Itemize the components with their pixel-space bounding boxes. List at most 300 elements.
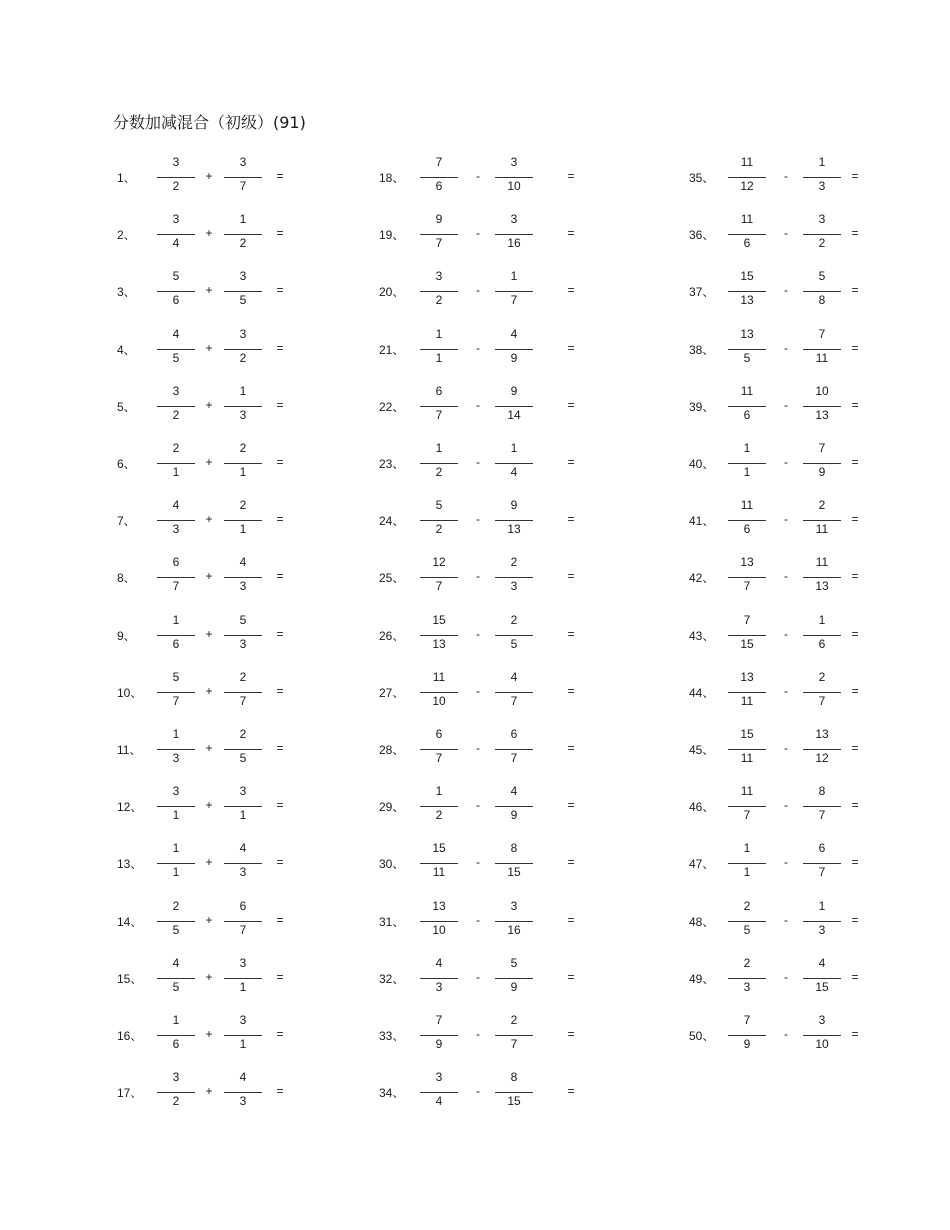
second-numerator: 1 [818, 612, 826, 627]
first-denominator: 1 [743, 865, 751, 880]
second-numerator: 3 [239, 955, 247, 970]
problem-number: 39、 [689, 399, 715, 414]
equals-sign: = [851, 283, 859, 298]
fraction-bar [803, 520, 841, 521]
second-numerator: 3 [510, 898, 518, 913]
equals-sign: = [567, 226, 575, 241]
fraction-bar [803, 177, 841, 178]
operator-sign: - [784, 226, 788, 241]
operator-sign: - [784, 340, 788, 355]
second-denominator: 10 [507, 179, 521, 193]
operator-sign: - [476, 455, 480, 469]
operator-sign: - [784, 455, 788, 469]
first-numerator: 5 [172, 669, 180, 684]
second-denominator: 7 [510, 1037, 518, 1051]
problem-number: 16、 [117, 1029, 143, 1043]
second-numerator: 1 [818, 898, 826, 913]
first-fraction [728, 783, 766, 831]
second-fraction [803, 383, 841, 431]
second-denominator: 7 [510, 693, 518, 708]
second-denominator: 13 [815, 579, 829, 594]
second-fraction [803, 268, 841, 316]
problem-item [0, 440, 950, 488]
second-denominator: 7 [510, 293, 518, 308]
second-denominator: 13 [815, 407, 829, 422]
second-denominator: 9 [510, 350, 518, 365]
first-denominator: 6 [172, 636, 180, 651]
first-denominator: 9 [743, 1037, 751, 1051]
operator-sign: + [205, 1084, 213, 1099]
second-numerator: 9 [510, 498, 518, 513]
second-denominator: 6 [818, 636, 826, 651]
second-denominator: 9 [510, 808, 518, 823]
first-numerator: 7 [743, 1013, 751, 1027]
problem-number: 37、 [689, 285, 715, 300]
equals-sign: = [851, 855, 859, 870]
first-denominator: 4 [172, 236, 180, 251]
first-numerator: 15 [432, 841, 446, 856]
first-fraction [728, 268, 766, 316]
second-denominator: 11 [815, 350, 829, 365]
operator-sign: - [784, 512, 788, 527]
operator-sign: - [784, 626, 788, 641]
problem-item [0, 154, 950, 202]
first-fraction [728, 840, 766, 888]
problem-item [0, 955, 950, 1003]
equals-sign: = [851, 226, 859, 241]
operator-sign: - [476, 226, 480, 241]
operator-sign: - [784, 283, 788, 298]
operator-sign: - [476, 569, 480, 584]
first-numerator: 7 [743, 612, 751, 627]
first-numerator: 13 [740, 555, 754, 570]
second-fraction [803, 326, 841, 374]
problem-item [0, 898, 950, 946]
operator-sign: + [205, 283, 213, 298]
equals-sign: = [567, 512, 575, 527]
first-numerator: 3 [172, 155, 180, 169]
second-denominator: 9 [510, 979, 518, 994]
equals-sign: = [567, 169, 575, 183]
second-numerator: 6 [239, 898, 247, 913]
equals-sign: = [851, 512, 859, 527]
first-denominator: 7 [743, 808, 751, 823]
first-denominator: 7 [172, 579, 180, 594]
first-numerator: 1 [172, 612, 180, 627]
first-numerator: 1 [172, 1013, 180, 1027]
first-denominator: 6 [743, 236, 751, 251]
first-numerator: 1 [435, 326, 443, 341]
second-fraction [803, 154, 841, 202]
problem-number: 46、 [689, 800, 715, 815]
first-numerator: 4 [172, 326, 180, 341]
operator-sign: - [784, 969, 788, 984]
second-denominator: 5 [510, 636, 518, 651]
first-denominator: 7 [435, 751, 443, 765]
second-numerator: 2 [818, 669, 826, 684]
first-numerator: 11 [432, 669, 446, 684]
second-numerator: 11 [815, 555, 829, 570]
problem-item [0, 497, 950, 545]
operator-sign: + [205, 683, 213, 698]
first-numerator: 1 [435, 784, 443, 799]
second-denominator: 7 [818, 693, 826, 708]
first-fraction [728, 898, 766, 946]
first-denominator: 7 [435, 407, 443, 422]
problem-number: 2、 [117, 228, 136, 243]
problem-number: 25、 [379, 571, 405, 586]
problem-number: 9、 [117, 628, 136, 643]
first-numerator: 13 [740, 326, 754, 341]
second-numerator: 2 [818, 498, 826, 513]
equals-sign: = [276, 1084, 284, 1099]
operator-sign: + [205, 798, 213, 813]
operator-sign: + [205, 397, 213, 412]
problem-number: 42、 [689, 571, 715, 586]
problem-number: 24、 [379, 514, 405, 529]
second-numerator: 3 [818, 1013, 826, 1027]
problem-number: 32、 [379, 971, 405, 986]
first-denominator: 13 [740, 293, 754, 308]
first-numerator: 6 [435, 727, 443, 741]
operator-sign: - [784, 855, 788, 870]
problem-item [0, 1012, 950, 1060]
second-denominator: 1 [239, 979, 247, 994]
operator-sign: + [205, 226, 213, 241]
fraction-bar [803, 406, 841, 407]
equals-sign: = [276, 626, 284, 641]
first-denominator: 2 [435, 808, 443, 823]
equals-sign: = [851, 626, 859, 641]
fraction-bar [728, 921, 766, 922]
equals-sign: = [567, 969, 575, 984]
equals-sign: = [567, 855, 575, 870]
first-numerator: 11 [740, 784, 754, 799]
first-numerator: 7 [435, 1013, 443, 1027]
problem-item [0, 612, 950, 660]
problem-number: 6、 [117, 457, 136, 471]
second-numerator: 3 [510, 212, 518, 227]
equals-sign: = [567, 912, 575, 927]
problem-number: 35、 [689, 171, 715, 185]
fraction-bar [728, 749, 766, 750]
operator-sign: + [205, 1027, 213, 1041]
equals-sign: = [567, 741, 575, 755]
second-fraction [803, 955, 841, 1003]
second-denominator: 1 [239, 522, 247, 537]
second-numerator: 1 [239, 212, 247, 227]
second-denominator: 16 [507, 922, 521, 937]
problem-number: 3、 [117, 285, 136, 300]
problem-item [0, 554, 950, 602]
first-numerator: 5 [172, 269, 180, 284]
fraction-bar [495, 1092, 533, 1093]
second-numerator: 3 [239, 1013, 247, 1027]
first-denominator: 15 [740, 636, 754, 651]
first-fraction [728, 612, 766, 660]
first-denominator: 7 [435, 236, 443, 251]
problem-number: 29、 [379, 800, 405, 815]
second-numerator: 4 [510, 669, 518, 684]
first-numerator: 3 [435, 269, 443, 284]
fraction-bar [728, 349, 766, 350]
problem-number: 38、 [689, 342, 715, 357]
second-numerator: 4 [510, 784, 518, 799]
problem-number: 15、 [117, 971, 143, 986]
fraction-bar [728, 406, 766, 407]
first-fraction [728, 326, 766, 374]
first-numerator: 2 [172, 441, 180, 455]
second-numerator: 5 [510, 955, 518, 970]
equals-sign: = [276, 683, 284, 698]
first-denominator: 11 [432, 865, 446, 880]
equals-sign: = [276, 569, 284, 584]
first-numerator: 2 [743, 898, 751, 913]
first-numerator: 1 [172, 841, 180, 856]
second-numerator: 3 [510, 155, 518, 169]
first-numerator: 6 [172, 555, 180, 570]
equals-sign: = [276, 226, 284, 241]
first-numerator: 3 [172, 784, 180, 799]
operator-sign: - [476, 397, 480, 412]
equals-sign: = [851, 340, 859, 355]
problem-number: 21、 [379, 342, 405, 357]
second-denominator: 3 [239, 865, 247, 880]
problem-number: 14、 [117, 914, 143, 929]
second-denominator: 7 [818, 865, 826, 880]
problem-item [0, 326, 950, 374]
first-numerator: 3 [172, 212, 180, 227]
operator-sign: - [784, 798, 788, 813]
first-denominator: 11 [740, 751, 754, 765]
first-fraction [420, 1069, 458, 1117]
second-denominator: 3 [818, 922, 826, 937]
second-numerator: 10 [815, 383, 829, 398]
fraction-bar [728, 806, 766, 807]
equals-sign: = [851, 798, 859, 813]
second-numerator: 1 [818, 155, 826, 169]
equals-sign: = [276, 169, 284, 183]
second-denominator: 4 [510, 465, 518, 479]
first-numerator: 11 [740, 383, 754, 398]
problem-item [0, 268, 950, 316]
operator-sign: - [476, 626, 480, 641]
first-numerator: 3 [172, 1070, 180, 1085]
equals-sign: = [276, 340, 284, 355]
operator-sign: - [476, 683, 480, 698]
fraction-bar [728, 863, 766, 864]
first-fraction [728, 154, 766, 202]
equals-sign: = [567, 626, 575, 641]
equals-sign: = [851, 1027, 859, 1041]
problem-number: 22、 [379, 399, 405, 414]
first-denominator: 1 [172, 465, 180, 479]
second-denominator: 15 [815, 979, 829, 994]
second-fraction [803, 1012, 841, 1060]
first-denominator: 2 [172, 1094, 180, 1109]
first-numerator: 11 [740, 155, 754, 169]
second-fraction [803, 840, 841, 888]
operator-sign: - [476, 169, 480, 183]
second-denominator: 8 [818, 293, 826, 308]
second-numerator: 3 [239, 326, 247, 341]
problem-number: 28、 [379, 743, 405, 757]
second-numerator: 1 [239, 383, 247, 398]
first-numerator: 7 [435, 155, 443, 169]
first-numerator: 13 [432, 898, 446, 913]
second-numerator: 1 [510, 441, 518, 455]
problem-number: 47、 [689, 857, 715, 872]
equals-sign: = [276, 741, 284, 755]
equals-sign: = [567, 683, 575, 698]
second-denominator: 11 [815, 522, 829, 537]
second-numerator: 8 [818, 784, 826, 799]
first-denominator: 5 [743, 922, 751, 937]
second-numerator: 5 [239, 612, 247, 627]
equals-sign: = [276, 912, 284, 927]
operator-sign: - [476, 340, 480, 355]
problem-item [0, 669, 950, 717]
fraction-bar [803, 1035, 841, 1036]
second-denominator: 3 [239, 407, 247, 422]
first-denominator: 10 [432, 693, 446, 708]
second-denominator: 7 [239, 693, 247, 708]
operator-sign: - [476, 969, 480, 984]
problem-number: 44、 [689, 685, 715, 700]
problem-number: 45、 [689, 743, 715, 757]
first-denominator: 2 [172, 179, 180, 193]
second-numerator: 3 [239, 155, 247, 169]
second-denominator: 7 [239, 179, 247, 193]
second-numerator: 4 [510, 326, 518, 341]
first-numerator: 3 [435, 1070, 443, 1085]
operator-sign: + [205, 969, 213, 984]
operator-sign: - [476, 741, 480, 755]
fraction-bar [728, 692, 766, 693]
first-numerator: 1 [743, 841, 751, 856]
fraction-bar [728, 1035, 766, 1036]
operator-sign: + [205, 855, 213, 870]
first-numerator: 5 [435, 498, 443, 513]
fraction-bar [420, 1092, 458, 1093]
second-denominator: 3 [239, 579, 247, 594]
first-denominator: 6 [743, 522, 751, 537]
first-denominator: 13 [432, 636, 446, 651]
first-denominator: 5 [172, 979, 180, 994]
second-numerator: 4 [239, 555, 247, 570]
operator-sign: + [205, 741, 213, 755]
first-denominator: 3 [435, 979, 443, 994]
problem-number: 48、 [689, 914, 715, 929]
problem-number: 30、 [379, 857, 405, 872]
fraction-bar [728, 463, 766, 464]
second-denominator: 9 [818, 465, 826, 479]
second-denominator: 3 [239, 636, 247, 651]
second-fraction [495, 1069, 533, 1117]
first-denominator: 7 [435, 579, 443, 594]
equals-sign: = [851, 741, 859, 755]
equals-sign: = [276, 397, 284, 412]
fraction-bar [803, 463, 841, 464]
first-denominator: 2 [435, 522, 443, 537]
problem-number: 26、 [379, 628, 405, 643]
second-denominator: 5 [239, 751, 247, 765]
equals-sign: = [567, 283, 575, 298]
first-numerator: 12 [432, 555, 446, 570]
second-numerator: 2 [510, 1013, 518, 1027]
second-fraction [803, 898, 841, 946]
operator-sign: - [784, 169, 788, 183]
first-denominator: 5 [743, 350, 751, 365]
problem-number: 18、 [379, 171, 405, 185]
operator-sign: + [205, 169, 213, 183]
first-denominator: 1 [172, 808, 180, 823]
first-denominator: 2 [435, 465, 443, 479]
second-numerator: 2 [510, 612, 518, 627]
operator-sign: + [205, 626, 213, 641]
problem-number: 27、 [379, 685, 405, 700]
second-denominator: 5 [239, 293, 247, 308]
first-denominator: 1 [172, 865, 180, 880]
equals-sign: = [851, 912, 859, 927]
second-denominator: 2 [818, 236, 826, 251]
operator-sign: + [205, 569, 213, 584]
first-denominator: 1 [743, 465, 751, 479]
fraction-bar [728, 520, 766, 521]
first-numerator: 11 [740, 498, 754, 513]
problem-number: 33、 [379, 1029, 405, 1043]
fraction-bar [803, 863, 841, 864]
first-denominator: 3 [743, 979, 751, 994]
second-numerator: 2 [239, 727, 247, 741]
second-numerator: 7 [818, 326, 826, 341]
second-fraction [803, 726, 841, 774]
first-denominator: 2 [172, 407, 180, 422]
second-numerator: 8 [510, 1070, 518, 1085]
second-fraction [803, 440, 841, 488]
second-denominator: 1 [239, 808, 247, 823]
problem-number: 5、 [117, 399, 136, 414]
equals-sign: = [276, 855, 284, 870]
problem-number: 23、 [379, 457, 405, 471]
problem-number: 49、 [689, 971, 715, 986]
first-numerator: 13 [740, 669, 754, 684]
first-fraction [728, 726, 766, 774]
operator-sign: - [784, 912, 788, 927]
equals-sign: = [851, 397, 859, 412]
equals-sign: = [276, 283, 284, 298]
first-numerator: 1 [743, 441, 751, 455]
equals-sign: = [276, 969, 284, 984]
second-numerator: 3 [239, 269, 247, 284]
first-numerator: 9 [435, 212, 443, 227]
second-numerator: 4 [239, 841, 247, 856]
first-numerator: 1 [172, 727, 180, 741]
page-title: 分数加减混合（初级）(91) [113, 113, 306, 132]
first-numerator: 2 [172, 898, 180, 913]
operator-sign: - [784, 741, 788, 755]
operator-sign: - [476, 1027, 480, 1041]
second-denominator: 7 [818, 808, 826, 823]
first-numerator: 4 [172, 498, 180, 513]
problem-number: 19、 [379, 228, 405, 243]
first-fraction [728, 554, 766, 602]
second-denominator: 14 [507, 407, 521, 422]
problem-number: 8、 [117, 571, 136, 586]
problem-number: 4、 [117, 342, 136, 357]
first-fraction [728, 497, 766, 545]
first-numerator: 4 [172, 955, 180, 970]
